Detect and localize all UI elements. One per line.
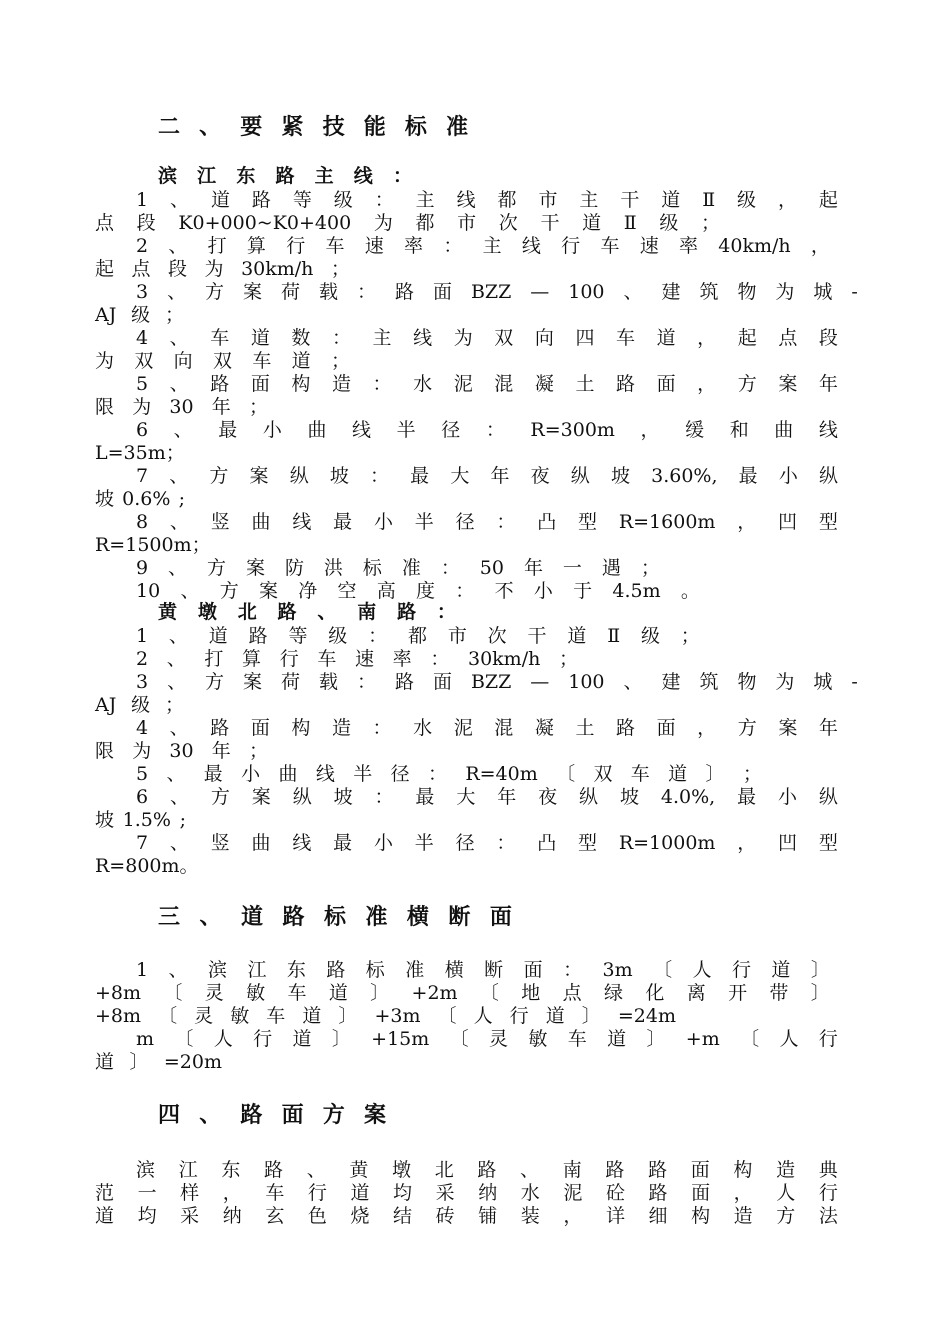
text-line: +8m 〔 灵 敏 车 道 〕 +3m 〔 人 行 道 〕 =24m [95, 1005, 676, 1027]
text-line: 1 、 道 路 等 级 ： 都 市 次 干 道 Ⅱ 级 ； [136, 625, 700, 647]
text-line: 9 、 方 案 防 洪 标 准 ： 50 年 一 遇 ； [136, 557, 660, 579]
text-line: 5 、 路 面 构 造 ： 水 泥 混 凝 土 路 面 ， 方 案 年 [136, 373, 838, 395]
text-line: 2 、 打 算 行 车 速 率 ： 30km/h ； [136, 648, 578, 670]
text-line: 4 、 车 道 数 ： 主 线 为 双 向 四 车 道 ， 起 点 段 [136, 327, 838, 349]
text-line: 道 均 采 纳 玄 色 烧 结 砖 铺 装 ， 详 细 构 造 方 法 [95, 1205, 838, 1227]
text-line: 10 、 方 案 净 空 高 度 ： 不 小 于 4.5m 。 [136, 580, 700, 602]
text-line: 6 、 最 小 曲 线 半 径 ： R=300m ， 缓 和 曲 线 [136, 419, 838, 441]
text-line: 7 、 方 案 纵 坡 ： 最 大 年 夜 纵 坡 3.60%, 最 小 纵 [136, 465, 838, 487]
text-line: 1 、 道 路 等 级 ： 主 线 都 市 主 干 道 Ⅱ 级 ， 起 [136, 189, 838, 211]
text-line: R=1500m ； [95, 534, 211, 556]
text-line: 5 、 最 小 曲 线 半 径 ： R=40m 〔 双 车 道 〕 ； [136, 763, 762, 785]
text-line: AJ 级 ； [95, 304, 184, 326]
text-line: +8m 〔 灵 敏 车 道 〕 +2m 〔 地 点 绿 化 离 开 带 〕 [95, 982, 830, 1004]
text-line: 坡 1.5% ; [95, 809, 186, 831]
section-heading-4: 四 、 路 面 方 案 [158, 1102, 386, 1128]
text-line: 起 点 段 为 30km/h ； [95, 258, 350, 280]
text-line: 3 、 方 案 荷 载 ： 路 面 BZZ — 100 、 建 筑 物 为 城 - [136, 281, 858, 303]
text-line: 为 双 向 双 车 道 ； [95, 350, 350, 372]
subsection-heading-binjiang: 滨 江 东 路 主 线 ： [158, 165, 412, 187]
text-line: 道 〕 =20m [95, 1051, 222, 1073]
text-line: 3 、 方 案 荷 载 ： 路 面 BZZ — 100 、 建 筑 物 为 城 - [136, 671, 858, 693]
text-line: 范 一 样 ， 车 行 道 均 采 纳 水 泥 砼 路 面 ， 人 行 [95, 1182, 838, 1204]
text-line: AJ 级 ； [95, 694, 184, 716]
subsection-heading-huangdun: 黄 墩 北 路 、 南 路 ： [158, 601, 456, 623]
text-line: 8 、 竖 曲 线 最 小 半 径 ： 凸 型 R=1600m ， 凹 型 [136, 511, 838, 533]
text-line: 滨 江 东 路 、 黄 墩 北 路 、 南 路 路 面 构 造 典 [136, 1159, 838, 1181]
text-line: 4 、 路 面 构 造 ： 水 泥 混 凝 土 路 面 ， 方 案 年 [136, 717, 838, 739]
text-line: 限 为 30 年 ； [95, 740, 268, 762]
text-line: 7 、 竖 曲 线 最 小 半 径 ： 凸 型 R=1000m ， 凹 型 [136, 832, 838, 854]
text-line: 坡 0.6% ; [95, 488, 185, 510]
section-heading-2: 二 、 要 紧 技 能 标 准 [158, 114, 468, 140]
text-line: 限 为 30 年 ； [95, 396, 268, 418]
text-line: 1 、 滨 江 东 路 标 准 横 断 面 ： 3m 〔 人 行 道 〕 [136, 959, 830, 981]
text-line: 6 、 方 案 纵 坡 ： 最 大 年 夜 纵 坡 4.0%, 最 小 纵 [136, 786, 838, 808]
text-line: 点 段 K0+000~K0+400 为 都 市 次 干 道 Ⅱ 级 ； [95, 212, 720, 234]
text-line: m 〔 人 行 道 〕 +15m 〔 灵 敏 车 道 〕 +m 〔 人 行 [136, 1028, 838, 1050]
text-line: 2 、 打 算 行 车 速 率 ： 主 线 行 车 速 率 40km/h ， [136, 235, 830, 257]
text-line: R=800m 。 [95, 855, 199, 877]
text-line: L=35m ； [95, 442, 185, 464]
section-heading-3: 三 、 道 路 标 准 横 断 面 [158, 904, 512, 930]
